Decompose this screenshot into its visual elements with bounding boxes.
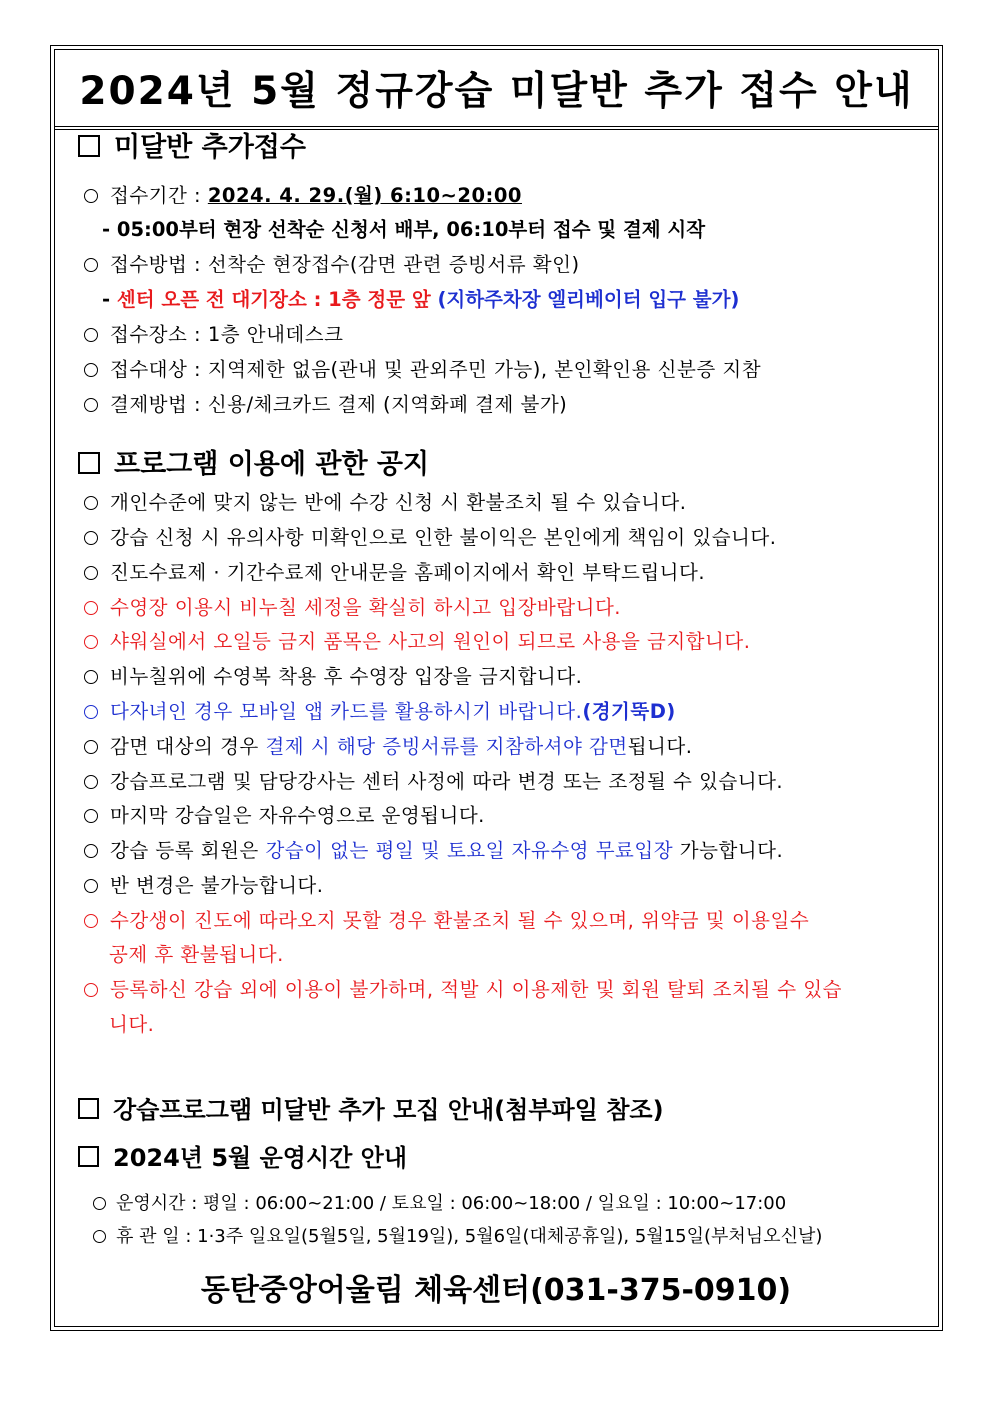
wait-blue-text: (지하주차장 엘리베이터 입구 불가) xyxy=(430,288,740,311)
section-heading-operating-hours xyxy=(78,1138,407,1173)
circle-bullet-icon xyxy=(84,601,98,615)
notice-text-end: 가능합니다. xyxy=(673,839,784,862)
hours-line xyxy=(93,1189,786,1215)
checkbox-square-icon xyxy=(78,452,100,474)
notice-text: 반 변경은 불가능합니다. xyxy=(110,874,324,897)
circle-bullet-icon xyxy=(84,914,98,928)
circle-bullet-icon xyxy=(84,328,98,342)
notice-highlight: 강습이 없는 평일 및 토요일 자유수영 무료입장 xyxy=(265,839,674,862)
section-heading-extra-registration xyxy=(78,125,306,164)
notice-app-name: (경기뚝D) xyxy=(582,700,676,723)
notice-item xyxy=(84,661,582,689)
circle-bullet-icon xyxy=(84,398,98,412)
notice-item xyxy=(84,696,676,724)
notice-item xyxy=(84,592,621,620)
notice-item xyxy=(84,870,323,898)
notice-item xyxy=(84,835,783,863)
circle-bullet-icon xyxy=(93,1197,106,1210)
circle-bullet-icon xyxy=(84,531,98,545)
notice-text: 비누칠위에 수영복 착용 후 수영장 입장을 금지합니다. xyxy=(110,665,583,688)
wait-prefix: - xyxy=(102,288,117,311)
circle-bullet-icon xyxy=(84,189,98,203)
place-text: 접수장소 : 1층 안내데스크 xyxy=(110,323,344,346)
notice-continuation: 공제 후 환불됩니다. xyxy=(109,943,284,966)
notice-item xyxy=(84,766,783,794)
waiting-place-note xyxy=(102,284,739,312)
circle-bullet-icon xyxy=(84,566,98,580)
section-heading-text: 프로그램 이용에 관한 공지 xyxy=(114,449,430,480)
wait-red-text: 센터 오픈 전 대기장소 : 1층 정문 앞 xyxy=(116,288,431,311)
target-line xyxy=(84,354,761,382)
circle-bullet-icon xyxy=(84,844,98,858)
checkbox-square-icon xyxy=(78,1146,99,1167)
notice-item xyxy=(84,522,776,550)
notice-text: 진도수료제 · 기간수료제 안내문을 홈페이지에서 확인 부탁드립니다. xyxy=(110,561,706,584)
period-line xyxy=(84,180,522,208)
footer-contact: 동탄중앙어울림 체육센터(031-375-0910) xyxy=(200,1273,792,1308)
notice-text: 수영장 이용시 비누칠 세정을 확실히 하시고 입장바랍니다. xyxy=(110,596,621,619)
page-title: 2024년 5월 정규강습 미달반 추가 접수 안내 xyxy=(79,68,914,114)
circle-bullet-icon xyxy=(93,1230,106,1243)
notice-text: 개인수준에 맞지 않는 반에 수강 신청 시 환불조치 될 수 있습니다. xyxy=(110,491,687,514)
notice-text: 마지막 강습일은 자유수영으로 운영됩니다. xyxy=(110,804,485,827)
section-heading-text: 2024년 5월 운영시간 안내 xyxy=(113,1144,408,1172)
circle-bullet-icon xyxy=(84,740,98,754)
circle-bullet-icon xyxy=(84,363,98,377)
notice-text: 다자녀인 경우 모바일 앱 카드를 활용하시기 바랍니다. xyxy=(110,700,583,723)
payment-text: 결제방법 : 신용/체크카드 결제 (지역화폐 결제 불가) xyxy=(110,393,568,416)
circle-bullet-icon xyxy=(84,705,98,719)
checkbox-square-icon xyxy=(78,1098,99,1119)
notice-text: 등록하신 강습 외에 이용이 불가하며, 적발 시 이용제한 및 회원 탈퇴 조치될 수 있습 xyxy=(110,978,842,1001)
circle-bullet-icon xyxy=(84,258,98,272)
payment-line xyxy=(84,389,567,417)
target-text: 접수대상 : 지역제한 없음(관내 및 관외주민 가능), 본인확인용 신분증 지참 xyxy=(110,358,762,381)
title-box xyxy=(54,49,939,127)
hours-text: 운영시간 : 평일 : 06:00~21:00 / 토요일 : 06:00~18:00 / 일요일 : 10:00~17:00 xyxy=(116,1193,787,1214)
circle-bullet-icon xyxy=(84,809,98,823)
circle-bullet-icon xyxy=(84,496,98,510)
closed-days-line xyxy=(93,1222,822,1248)
section-heading-text: 미달반 추가접수 xyxy=(114,132,306,163)
notice-text: 강습 등록 회원은 xyxy=(110,839,266,862)
method-line xyxy=(84,249,580,277)
section-heading-text: 강습프로그램 미달반 추가 모집 안내(첨부파일 참조) xyxy=(113,1096,664,1124)
notice-highlight: 결제 시 해당 증빙서류를 지참하셔야 감면 xyxy=(265,735,628,758)
circle-bullet-icon xyxy=(84,983,98,997)
period-value: 2024. 4. 29.(월) 6:10~20:00 xyxy=(207,184,522,207)
notice-continuation: 니다. xyxy=(109,1013,155,1036)
circle-bullet-icon xyxy=(84,879,98,893)
circle-bullet-icon xyxy=(84,635,98,649)
checkbox-square-icon xyxy=(78,135,100,157)
period-label: 접수기간 : xyxy=(110,184,208,207)
notice-item xyxy=(84,557,705,585)
notice-text: 수강생이 진도에 따라오지 못할 경우 환불조치 될 수 있으며, 위약금 및 이용일수 xyxy=(110,909,810,932)
circle-bullet-icon xyxy=(84,775,98,789)
notice-text: 강습프로그램 및 담당강사는 센터 사정에 따라 변경 또는 조정될 수 있습니다. xyxy=(110,770,784,793)
section-heading-program-notice xyxy=(78,442,429,481)
notice-item xyxy=(84,731,692,759)
notice-text: 강습 신청 시 유의사항 미확인으로 인한 불이익은 본인에게 책임이 있습니다. xyxy=(110,526,777,549)
notice-text-end: 됩니다. xyxy=(627,735,693,758)
place-line xyxy=(84,319,343,347)
notice-item xyxy=(84,800,485,828)
notice-item xyxy=(84,626,750,654)
method-text: 접수방법 : 선착순 현장접수(감면 관련 증빙서류 확인) xyxy=(110,253,580,276)
circle-bullet-icon xyxy=(84,670,98,684)
notice-text: 감면 대상의 경우 xyxy=(110,735,266,758)
section-heading-recruitment xyxy=(78,1090,664,1125)
notice-item xyxy=(84,905,809,933)
period-note: - 05:00부터 현장 선착순 신청서 배부, 06:10부터 접수 및 결제 시작 xyxy=(102,218,706,241)
notice-item xyxy=(84,487,686,515)
notice-text: 샤워실에서 오일등 금지 품목은 사고의 원인이 되므로 사용을 금지합니다. xyxy=(110,630,751,653)
notice-item xyxy=(84,974,842,1002)
closed-days-text: 휴 관 일 : 1·3주 일요일(5월5일, 5월19일), 5월6일(대체공휴일), 5월15일(부처님오신날) xyxy=(116,1226,823,1247)
